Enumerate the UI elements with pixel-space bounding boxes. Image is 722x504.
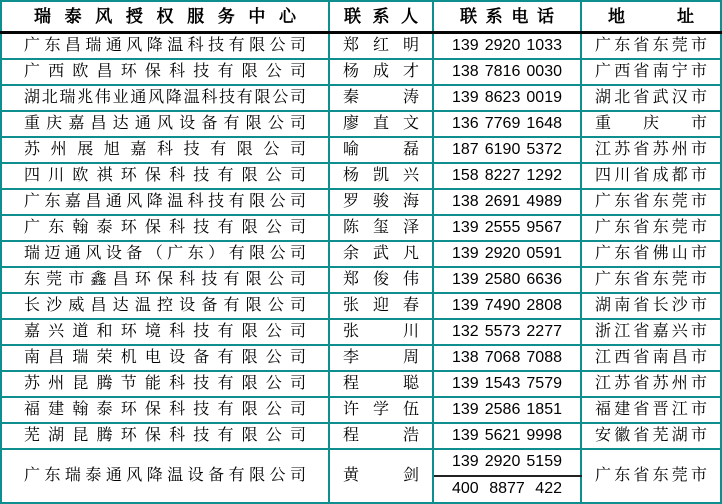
contact-cell: 廖直文 [329, 111, 433, 137]
contact-cell: 杨成才 [329, 59, 433, 85]
contact-cell: 余武凡 [329, 241, 433, 267]
address-cell: 安徽省芜湖市 [581, 423, 721, 449]
address-cell: 广东省东莞市 [581, 33, 721, 59]
table-row [1, 189, 721, 215]
company-cell: 瑞迈通风设备（广东）有限公司 [1, 241, 329, 267]
table-row [1, 319, 721, 345]
table-row [1, 137, 721, 163]
contact-cell: 喻磊 [329, 137, 433, 163]
table-body [1, 33, 721, 503]
table-row-merged-top [1, 449, 721, 476]
company-cell: 东莞市鑫昌环保科技有限公司 [1, 267, 329, 293]
company-cell: 南昌瑞荣机电设备有限公司 [1, 345, 329, 371]
contact-cell: 杨凯兴 [329, 163, 433, 189]
company-cell: 福建翰泰环保科技有限公司 [1, 397, 329, 423]
header-service-center: 瑞泰风授权服务中心 [1, 1, 329, 33]
address-cell: 浙江省嘉兴市 [581, 319, 721, 345]
phone-cell: 139 1543 7579 [433, 371, 581, 397]
company-cell: 长沙威昌达温控设备有限公司 [1, 293, 329, 319]
phone-cell: 139 2580 6636 [433, 267, 581, 293]
company-cell: 苏州展旭嘉科技有限公司 [1, 137, 329, 163]
contact-cell: 张川 [329, 319, 433, 345]
contact-cell: 黄剑 [329, 449, 433, 503]
address-cell: 湖南省长沙市 [581, 293, 721, 319]
company-cell: 苏州昆腾节能科技有限公司 [1, 371, 329, 397]
company-cell: 四川欧祺环保科技有限公司 [1, 163, 329, 189]
table-row [1, 59, 721, 85]
address-cell: 四川省成都市 [581, 163, 721, 189]
header-phone: 联系电话 [433, 1, 581, 33]
phone-cell: 138 7816 0030 [433, 59, 581, 85]
table-row [1, 33, 721, 59]
table-row [1, 215, 721, 241]
phone-cell: 139 5621 9998 [433, 423, 581, 449]
address-cell: 广东省东莞市 [581, 267, 721, 293]
contact-cell: 程浩 [329, 423, 433, 449]
contact-cell: 秦涛 [329, 85, 433, 111]
table-row [1, 397, 721, 423]
phone-cell: 139 2586 1851 [433, 397, 581, 423]
phone-cell: 138 7068 7088 [433, 345, 581, 371]
table-row [1, 267, 721, 293]
company-cell: 芜湖昆腾环保科技有限公司 [1, 423, 329, 449]
address-cell: 江苏省苏州市 [581, 371, 721, 397]
address-cell: 广西省南宁市 [581, 59, 721, 85]
header-contact: 联系人 [329, 1, 433, 33]
table-row [1, 163, 721, 189]
company-cell: 广西欧昌环保科技有限公司 [1, 59, 329, 85]
header-address: 地址 [581, 1, 721, 33]
table-row [1, 241, 721, 267]
table-row [1, 293, 721, 319]
company-cell: 嘉兴道和环境科技有限公司 [1, 319, 329, 345]
phone-cell: 139 2920 0591 [433, 241, 581, 267]
address-cell: 广东省东莞市 [581, 215, 721, 241]
company-cell: 湖北瑞兆伟业通风降温科技有限公司 [1, 85, 329, 111]
table-header [1, 1, 721, 33]
address-cell: 广东省东莞市 [581, 189, 721, 215]
address-cell: 福建省晋江市 [581, 397, 721, 423]
phone-cell: 132 5573 2277 [433, 319, 581, 345]
address-cell: 广东省佛山市 [581, 241, 721, 267]
company-cell: 广东瑞泰通风降温设备有限公司 [1, 449, 329, 503]
phone-cell-primary: 139 2920 5159 [433, 449, 581, 476]
header-row [1, 1, 721, 33]
contact-cell: 郑俊伟 [329, 267, 433, 293]
company-cell: 广东翰泰环保科技有限公司 [1, 215, 329, 241]
contact-cell: 张迎春 [329, 293, 433, 319]
phone-cell: 136 7769 1648 [433, 111, 581, 137]
table-row [1, 85, 721, 111]
phone-cell: 158 8227 1292 [433, 163, 581, 189]
phone-cell: 138 2691 4989 [433, 189, 581, 215]
address-cell: 重庆市 [581, 111, 721, 137]
contact-cell: 郑红明 [329, 33, 433, 59]
table-row [1, 423, 721, 449]
contact-cell: 李周 [329, 345, 433, 371]
company-cell: 重庆嘉昌达通风设备有限公司 [1, 111, 329, 137]
contact-cell: 程聪 [329, 371, 433, 397]
phone-cell: 139 8623 0019 [433, 85, 581, 111]
company-cell: 广东昌瑞通风降温科技有限公司 [1, 33, 329, 59]
phone-cell: 187 6190 5372 [433, 137, 581, 163]
address-cell: 江西省南昌市 [581, 345, 721, 371]
contact-cell: 罗骏海 [329, 189, 433, 215]
company-cell: 广东嘉昌通风降温科技有限公司 [1, 189, 329, 215]
table-row [1, 371, 721, 397]
phone-cell: 139 2920 1033 [433, 33, 581, 59]
phone-cell-secondary: 400 8877 422 [433, 476, 581, 503]
contact-cell: 许学伍 [329, 397, 433, 423]
table-row [1, 345, 721, 371]
phone-cell: 139 2555 9567 [433, 215, 581, 241]
table-row [1, 111, 721, 137]
phone-cell: 139 7490 2808 [433, 293, 581, 319]
address-cell: 广东省东莞市 [581, 449, 721, 503]
contact-cell: 陈玺泽 [329, 215, 433, 241]
address-cell: 江苏省苏州市 [581, 137, 721, 163]
address-cell: 湖北省武汉市 [581, 85, 721, 111]
